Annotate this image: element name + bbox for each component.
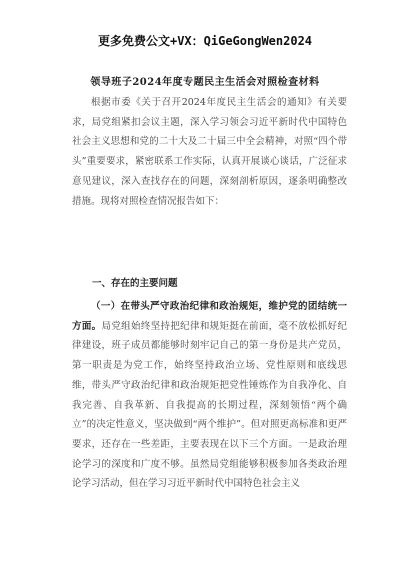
watermark-header: 更多免费公文+VX：QiGeGongWen2024: [97, 34, 313, 48]
subsection-paragraph: [72, 297, 347, 494]
subsection-lead: （一）在带头严守政治纪律和政治规矩，维护党的团结统一方面。: [72, 301, 347, 332]
subsection-body: 局党组始终坚持把纪律和规矩挺在前面，毫不放松抓好纪律建设，班子成员都能够时刻牢记自己的第一身份是共产党员，第一职责是为党工作，始终坚持政治立场、党性原则和底线思维，带头严守政治纪律和政治规矩把党性锤炼作为自我净化、自我完善、自我革新、自我提高的长期过程，深刻领悟“两个确立”的决定性意义，坚决做到“两个维护”。但对照更高标准和更严要求，还存在一些差距，主要表现在以下三个方面。一是政治理论学习的深度和广度不够。虽然局党组能够积极参加各类政治理论学习活动，但在学习习近平新时代中国特色社会主义: [72, 320, 347, 490]
intro-paragraph: 根据市委《关于召开2024年度民主生活会的通知》有关要求，局党组紧扣会议主题，深入学习领会习近平新时代中国特色社会主义思想和党的二十大及二十届三中全会精神，对照“四个带头”重要要求，紧密联系工作实际，认真开展谈心谈话，广泛征求意见建议，深入查找存在的问题，深刻剖析原因，逐条明确整改措施。现将对照检查情况报告如下：: [72, 97, 347, 207]
document-title: 领导班子2024年度专题民主生活会对照检查材料: [90, 77, 320, 88]
section-heading: 一、存在的主要问题: [92, 278, 178, 289]
